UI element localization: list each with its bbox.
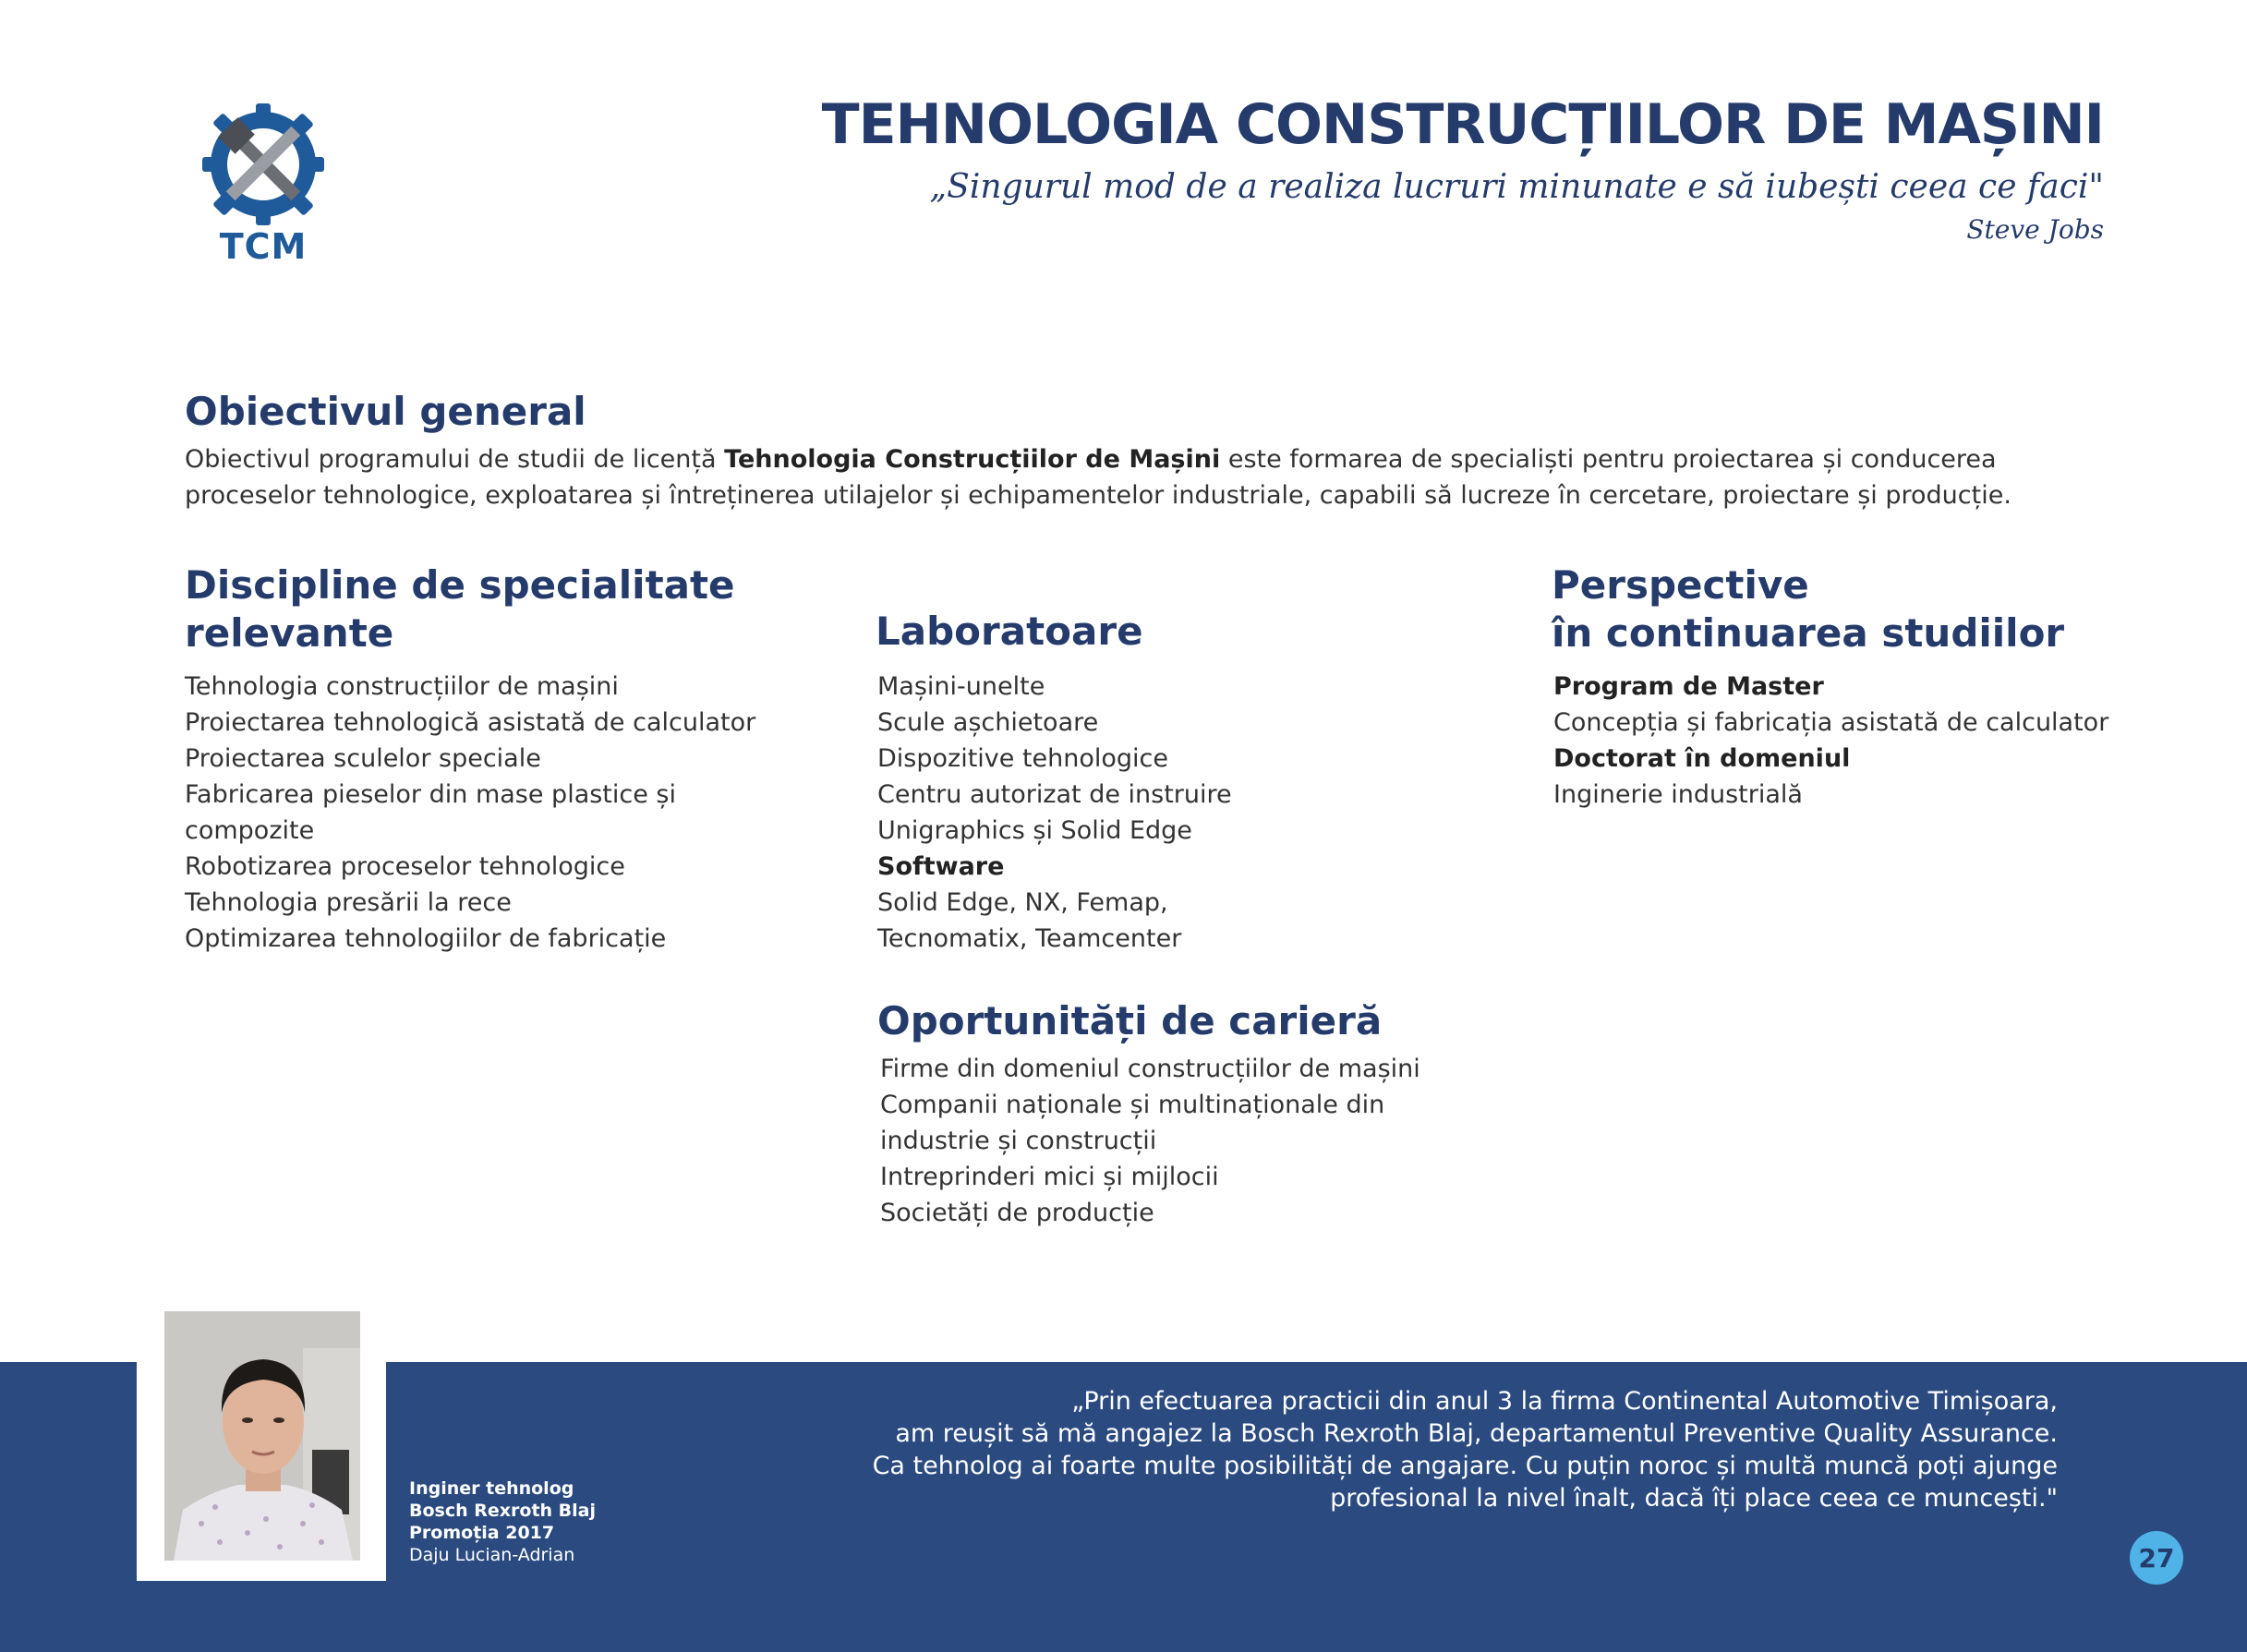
disciplines-list <box>185 669 776 957</box>
quote-author: Steve Jobs <box>1966 214 2104 245</box>
list-item: Robotizarea proceselor tehnologice <box>185 852 625 881</box>
master-label: Program de Master <box>1553 672 1824 701</box>
list-item: Mașini-unelte <box>877 672 1045 701</box>
list-item: Unigraphics și Solid Edge <box>877 816 1192 845</box>
objective-text <box>185 441 2106 513</box>
testimonial-quote <box>765 1385 2058 1514</box>
list-item: Tecnomatix, Teamcenter <box>877 924 1182 953</box>
perspectives-list <box>1553 669 2200 813</box>
list-item: Societăți de producție <box>880 1199 1154 1227</box>
list-item: Optimizarea tehnologiilor de fabricație <box>185 924 667 953</box>
testimonial-role: Inginer tehnolog <box>409 1478 574 1499</box>
software-label: Software <box>877 852 1005 881</box>
quote-line: Ca tehnolog ai foarte multe posibilități de angajare. Cu puțin noroc și multă muncă poți ajunge <box>872 1452 2058 1480</box>
opportunities-title: Oportunități de carieră <box>877 998 1383 1043</box>
list-item: industrie și construcții <box>880 1127 1157 1155</box>
perspectives-title-line1: Perspective <box>1552 562 1809 608</box>
perspectives-title <box>1552 561 2198 657</box>
disciplines-title-line1: Discipline de specialitate <box>185 562 735 608</box>
list-item: Fabricarea pieselor din mase plastice și <box>185 780 676 809</box>
list-item: Proiectarea tehnologică asistată de calculator <box>185 708 756 737</box>
page-number-badge: 27 <box>2130 1531 2183 1585</box>
testimonial-promotion: Promoția 2017 <box>409 1523 555 1543</box>
list-item: Scule așchietoare <box>877 708 1099 737</box>
laboratories-title: Laboratoare <box>876 609 1143 654</box>
list-item: Intreprinderi mici și mijlocii <box>880 1163 1219 1191</box>
testimonial-info <box>409 1477 686 1566</box>
list-item: Companii naționale și multinaționale din <box>880 1091 1385 1119</box>
portrait-image <box>164 1311 360 1561</box>
list-item: Proiectarea sculelor speciale <box>185 744 541 773</box>
gear-wrench-icon <box>199 100 328 229</box>
list-item: Concepția și fabricația asistată de calculator <box>1553 708 2109 737</box>
page-title: TEHNOLOGIA CONSTRUCȚIILOR DE MAȘINI <box>821 92 2104 157</box>
doctorate-label: Doctorat în domeniul <box>1553 744 1851 773</box>
list-item: Tehnologia construcțiilor de mașini <box>185 672 619 701</box>
testimonial-company: Bosch Rexroth Blaj <box>409 1501 596 1521</box>
objective-text-program: Tehnologia Construcțiilor de Mașini <box>724 445 1221 474</box>
list-item: Dispozitive tehnologice <box>877 744 1169 773</box>
list-item: Tehnologia presării la rece <box>185 888 512 917</box>
list-item: Centru autorizat de instruire <box>877 780 1232 809</box>
opportunities-list <box>880 1051 1434 1231</box>
objective-text-after: este formarea de specialiști pentru proiectarea și conducerea proceselor tehnologice, exploatarea și întreținerea utilajelor și echipamentelor industriale, capabili să lucreze în cercetare, proiectare și producție. <box>185 445 2011 510</box>
quote-line: „Prin efectuarea practicii din anul 3 la firma Continental Automotive Timișoara, <box>1071 1387 2058 1416</box>
header-quote: „Singurul mod de a realiza lucruri minunate e să iubești ceea ce faci" <box>929 168 2104 206</box>
testimonial-name: Daju Lucian-Adrian <box>409 1545 575 1565</box>
perspectives-title-line2: în continuarea studiilor <box>1552 610 2065 656</box>
laboratories-list <box>877 669 1395 957</box>
list-item: Inginerie industrială <box>1553 780 1803 809</box>
list-item: compozite <box>185 816 315 845</box>
quote-line: profesional la nivel înalt, dacă îți place ceea ce muncești." <box>1330 1484 2058 1513</box>
objective-text-before: Obiectivul programului de studii de licență <box>185 445 725 474</box>
list-item: Firme din domeniul construcțiilor de mașini <box>880 1055 1420 1083</box>
logo-text: TCM <box>219 226 308 267</box>
graduate-photo <box>164 1311 360 1561</box>
quote-line: am reușit să mă angajez la Bosch Rexroth Blaj, departamentul Preventive Quality Assurance. <box>895 1419 2058 1448</box>
list-item: Solid Edge, NX, Femap, <box>877 888 1168 917</box>
objective-title: Obiectivul general <box>185 389 586 434</box>
disciplines-title-line2: relevante <box>185 610 394 656</box>
disciplines-title <box>185 561 831 657</box>
